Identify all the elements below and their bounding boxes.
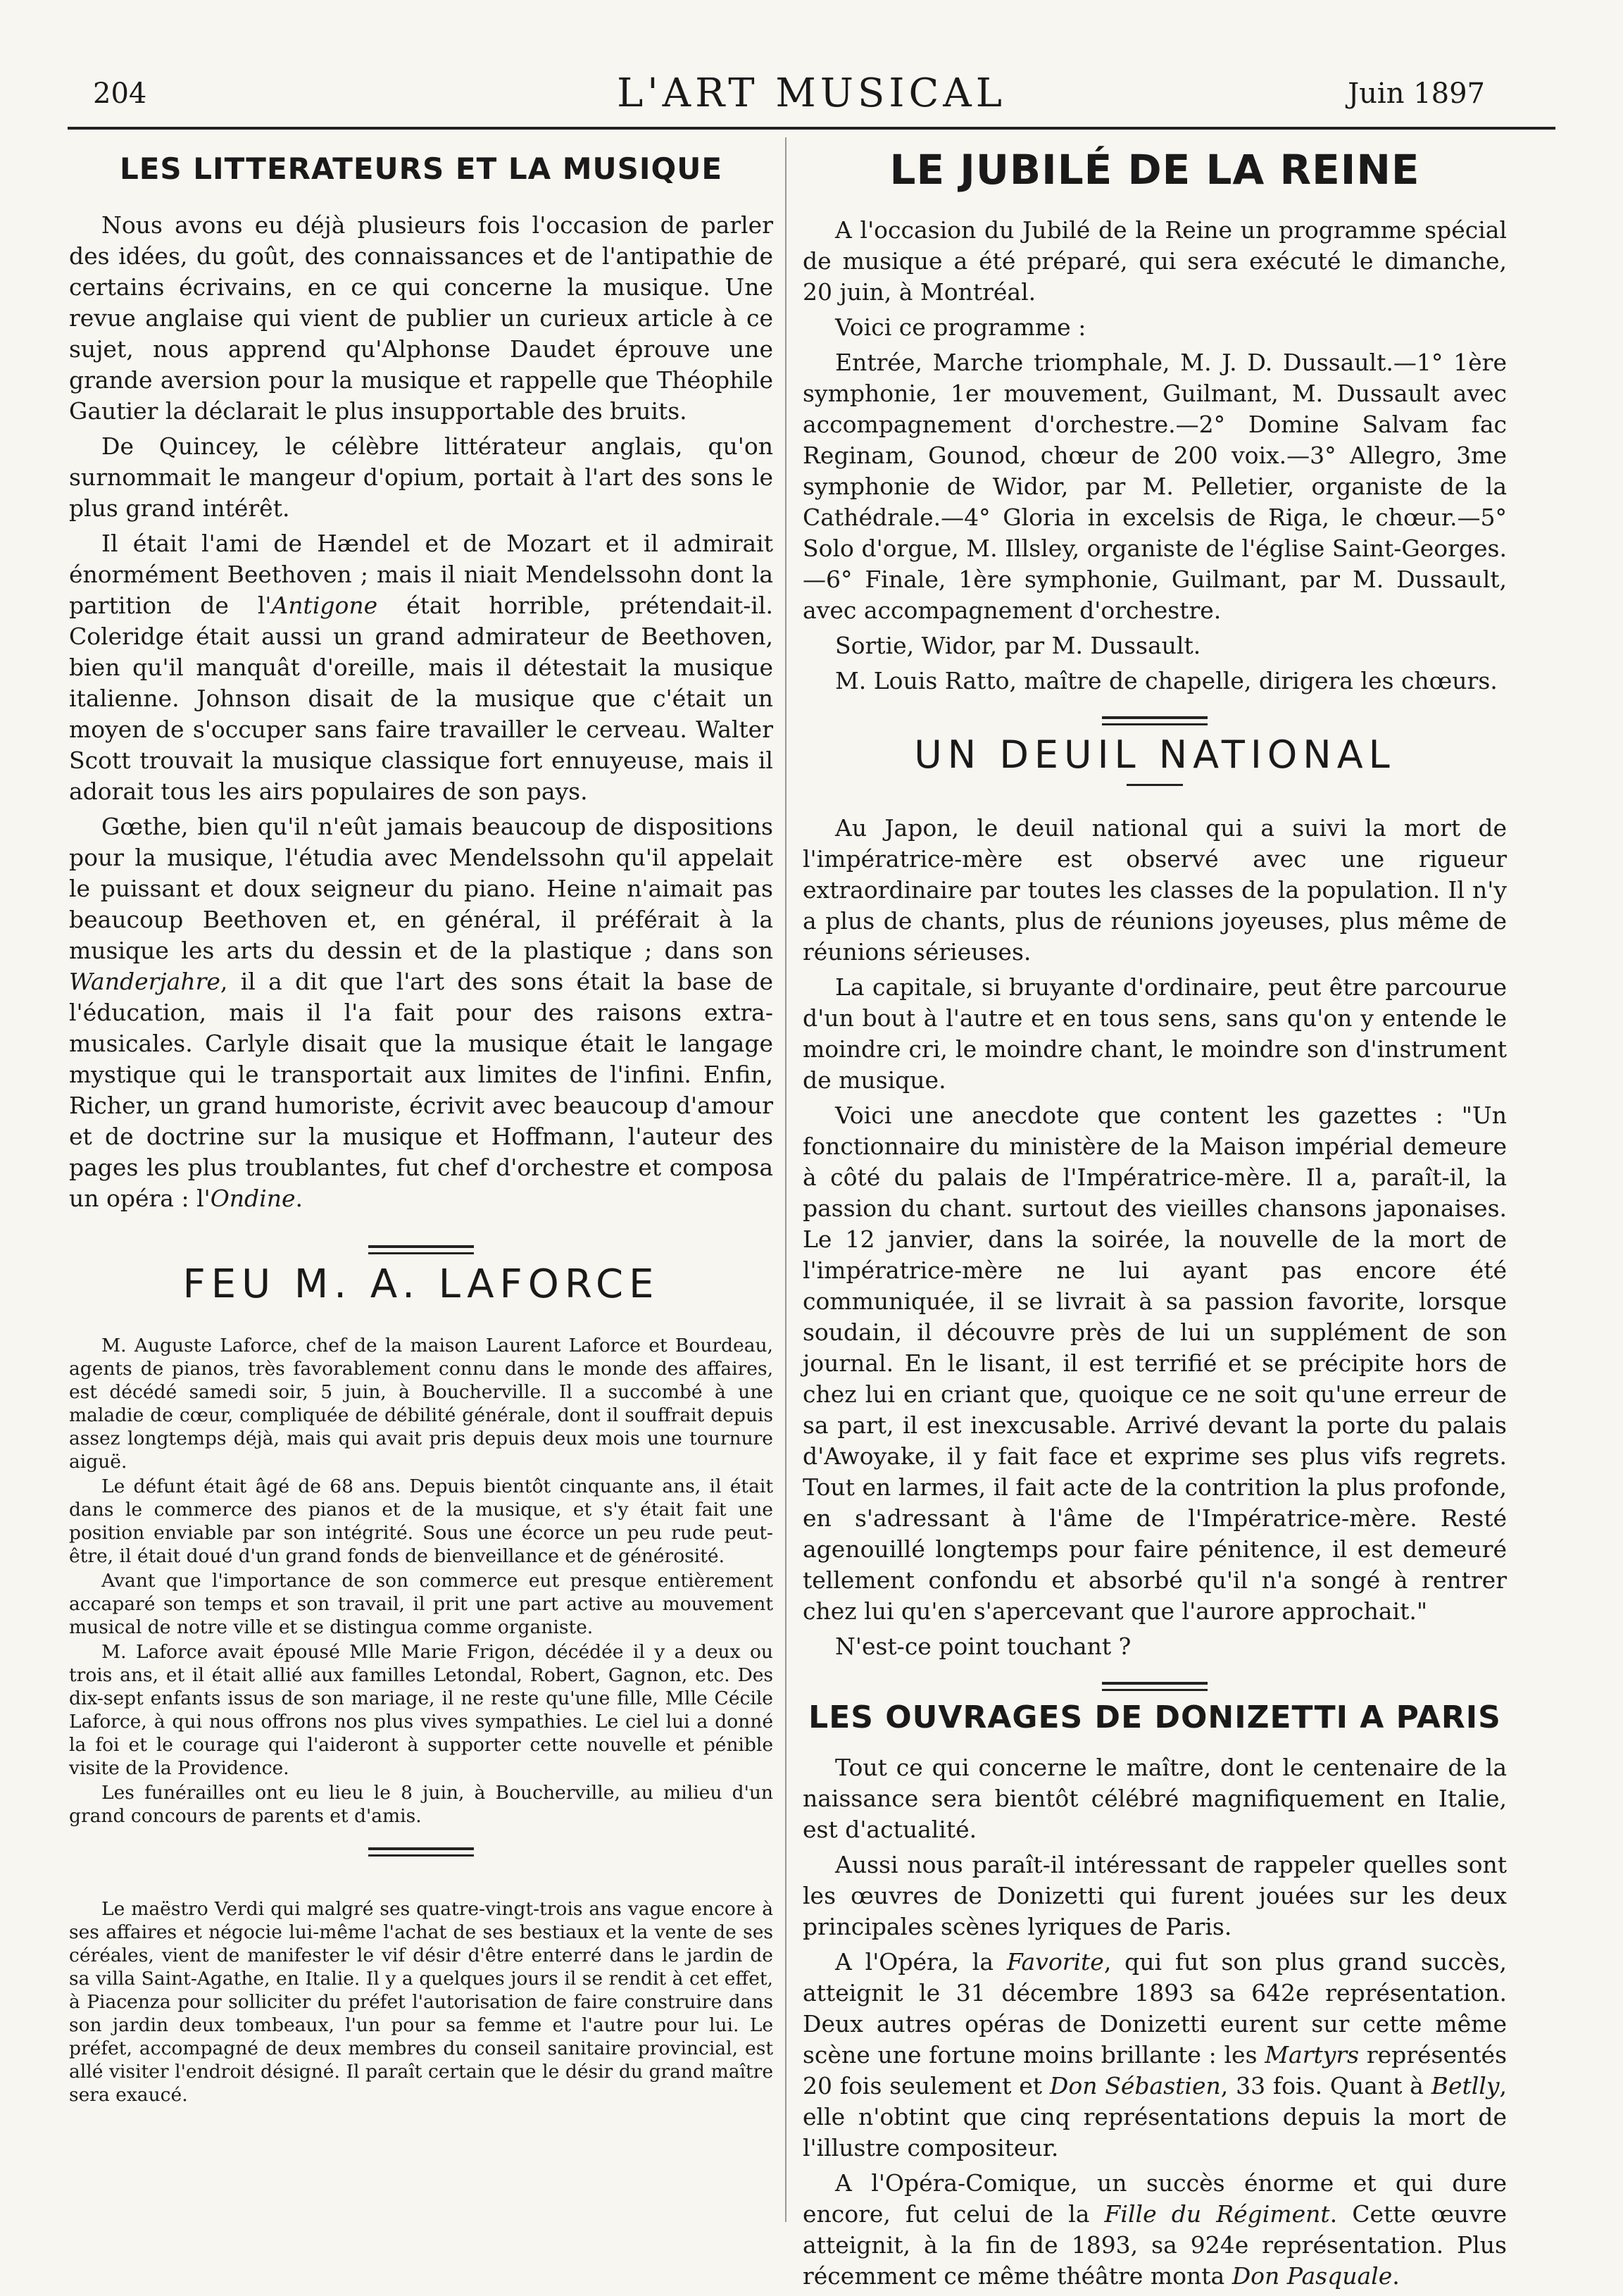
paragraph: Voici une anecdote que content les gazettes : "Un fonctionnaire du ministère de la Maison impérial demeure à côté du palais de l'Impératrice-mère. Il a, paraît-il, la passion du chant. surtout des vieilles chansons japonaises. Le 12 janvier, dans la soirée, la nouvelle de la mort de l'impératrice-mère ne lui ayant pas encore été communiquée, il se livrait à sa passion favorite, lorsque soudain, il découvre près de lui un supplément de son journal. En le lisant, il est terrifié et se précipite hors de chez lui en criant que, quoique ce ne soit qu'une erreur de sa part, il est inexcusable. Arrivé devant la porte du palais d'Awoyake, il y fait face et exprime ses plus vifs regrets. Tout en larmes, il fait acte de la contrition la plus profonde, en s'adressant à l'âme de l'Impératrice-mère. Resté agenouillé longtemps pour faire pénitence, il est demeuré tellement confondu et absorbé qu'il n'a songé à rentrer chez lui qu'en s'apercevant que l'aurore approchait.": [803, 1102, 1507, 1625]
paragraph: Au Japon, le deuil national qui a suivi la mort de l'impératrice-mère est observé avec une rigueur extraordinaire par toutes les classes de la population. Il n'y a plus de chants, plus de réunions joyeuses, plus même de réunions sérieuses.: [803, 814, 1507, 966]
article-title-litterateurs: LES LITTERATEURS ET LA MUSIQUE: [119, 151, 723, 186]
paragraph: M. Auguste Laforce, chef de la maison Laurent Laforce et Bourdeau, agents de pianos, très favorablement connu dans le monde des affaires, est décédé samedi soir, 5 juin, à Boucherville. Il a succombé à une maladie de cœur, compliquée de débilité générale, dont il souffrait depuis assez longtemps déjà, mais qui avait pris depuis deux mois une tournure aiguë.: [69, 1335, 773, 1473]
title-rule: [1127, 784, 1183, 786]
section-separator: [1102, 1682, 1208, 1691]
paragraph: Le maëstro Verdi qui malgré ses quatre-vingt-trois ans vague encore à ses affaires et négocie lui-même l'achat de ses bestiaux et la vente de ses céréales, vient de manifester le vif désir d'être enterré dans le jardin de sa villa Saint-Agathe, en Italie. Il y a quelques jours il se rendit à cet effet, à Piacenza pour solliciter du préfet l'autorisation de faire construire dans son jardin deux tombeaux, l'un pour sa femme et l'autre pour lui. Le préfet, accompagné de deux membres du conseil sanitaire provincial, est allé visiter l'endroit désigné. Il paraît certain que le désir du grand maître sera exaucé.: [69, 1898, 773, 2106]
paragraph: Sortie, Widor, par M. Dussault.: [835, 632, 1201, 659]
page-number: 204: [93, 77, 147, 110]
paragraph: A l'occasion du Jubilé de la Reine un programme spécial de musique a été préparé, qui sera exécuté le dimanche, 20 juin, à Montréal.: [803, 216, 1507, 306]
paragraph: Avant que l'importance de son commerce eut presque entièrement accaparé son temps et son travail, il prit une part active au mouvement musical de notre ville et se distingua comme organiste.: [69, 1570, 773, 1638]
paragraph: Nous avons eu déjà plusieurs fois l'occasion de parler des idées, du goût, des connaissances et de l'antipathie de certains écrivains, en ce qui concerne la musique. Une revue anglaise qui vient de publier un curieux article à ce sujet, nous apprend qu'Alphonse Daudet éprouve une grande aversion pour la musique et rappelle que Théophile Gautier la déclarait le plus insupportable des bruits.: [69, 211, 773, 425]
section-separator: [368, 1245, 474, 1254]
paragraph: N'est-ce point touchant ?: [835, 1633, 1132, 1660]
section-separator: [1102, 716, 1208, 725]
paragraph: Les funérailles ont eu lieu le 8 juin, à Boucherville, au milieu d'un grand concours de parents et d'amis.: [69, 1782, 773, 1827]
paragraph: M. Laforce avait épousé Mlle Marie Frigon, décédée il y a deux ou trois ans, et il était allié aux familles Letondal, Robert, Gagnon, etc. Des dix-sept enfants issus de son mariage, il ne reste qu'une fille, Mlle Cécile Laforce, à qui nous offrons nos plus vives sympathies. Le ciel lui a donné la foi et le courage qui l'aideront à supporter cette nouvelle et pénible visite de la Providence.: [69, 1641, 773, 1779]
article-title-jubile: LE JUBILÉ DE LA REINE: [889, 146, 1420, 194]
paragraph: De Quincey, le célèbre littérateur anglais, qu'on surnommait le mangeur d'opium, portait à l'art des sons le plus grand intérêt.: [69, 432, 773, 522]
paragraph: Le défunt était âgé de 68 ans. Depuis bientôt cinquante ans, il était dans le commerce des pianos et de la musique, et s'y était fait une position enviable par son intégrité. Sous une écorce un peu rude peut-être, il était doué d'un grand fonds de bienveillance et de générosité.: [69, 1475, 773, 1567]
paragraph: La capitale, si bruyante d'ordinaire, peut être parcourue d'un bout à l'autre et en tous sens, sans qu'on y entende le moindre cri, le moindre chant, le moindre son d'instrument de musique.: [803, 973, 1507, 1094]
paragraph: Entrée, Marche triomphale, M. J. D. Dussault.—1° 1ère symphonie, 1er mouvement, Guilmant, M. Dussault avec accompagnement d'orchestre.—2° Domine Salvam fac Reginam, Gounod, chœur de 200 voix.—3° Allegro, 3me symphonie de Widor, par M. Pelletier, organiste de la Cathédrale.—4° Gloria in excelsis de Riga, le chœur.—5° Solo d'orgue, M. Illsley, organiste de l'église Saint-Georges.—6° Finale, 1ère symphonie, Guilmant, par M. Dussault, avec accompagnement d'orchestre.: [803, 349, 1507, 624]
paragraph: Voici ce programme :: [835, 313, 1086, 341]
issue-date: Juin 1897: [1348, 77, 1485, 110]
header-rule: [68, 127, 1555, 130]
paragraph: Aussi nous paraît-il intéressant de rappeler quelles sont les œuvres de Donizetti qui furent jouées sur les deux principales scènes lyriques de Paris.: [803, 1851, 1507, 1940]
paragraph: Gœthe, bien qu'il n'eût jamais beaucoup de dispositions pour la musique, l'étudia avec Mendelssohn qu'il appelait le puissant et doux seigneur du piano. Heine n'aimait pas beaucoup Beethoven et, en général, il préférait à la musique les arts du dessin et de la plastique ; dans son Wanderjahre, il a dit que l'art des sons était la base de l'éducation, mais il l'a fait pour des raisons extra-musicales. Carlyle disait que la musique était le langage mystique qui le transportait aux limites de l'infini. Enfin, Richer, un grand humoriste, écrivit avec beaucoup d'amour et de doctrine sur la musique et Hoffmann, l'auteur des pages les plus troublantes, fut chef d'orchestre et composa un opéra : l'Ondine.: [69, 813, 773, 1212]
column-divider: [785, 137, 787, 2222]
paragraph: A l'Opéra-Comique, un succès énorme et qui dure encore, fut celui de la Fille du Régiment. Cette œuvre atteignit, à la fin de 1893, sa 924e représentation. Plus récemment ce même théâtre monta Don Pasquale.: [803, 2169, 1508, 2290]
article-title-laforce: FEU M. A. LAFORCE: [182, 1261, 660, 1307]
article-title-donizetti: LES OUVRAGES DE DONIZETTI A PARIS: [808, 1699, 1501, 1735]
paragraph: A l'Opéra, la Favorite, qui fut son plus grand succès, atteignit le 31 décembre 1893 sa 642e représentation. Deux autres opéras de Donizetti eurent sur cette même scène une fortune moins brillante : les Martyrs représentés 20 fois seulement et Don Sébastien, 33 fois. Quant à Betlly, elle n'obtint que cinq représentations depuis la mort de l'illustre compositeur.: [803, 1948, 1507, 2161]
paragraph: M. Louis Ratto, maître de chapelle, dirigera les chœurs.: [835, 667, 1498, 694]
article-title-deuil: UN DEUIL NATIONAL: [914, 732, 1396, 777]
journal-title: L'ART MUSICAL: [617, 70, 1006, 116]
right-column: [803, 137, 1507, 2296]
paragraph: Il était l'ami de Hændel et de Mozart et il admirait énormément Beethoven ; mais il niait Mendelssohn dont la partition de l'Antigone était horrible, prétendait-il. Coleridge était aussi un grand admirateur de Beethoven, bien qu'il manquât d'oreille, mais il détestait la musique italienne. Johnson disait de la musique que c'était un moyen de s'occuper sans faire travailler le cerveau. Walter Scott trouvait la musique classique fort ennuyeuse, mais il adorait tous les airs populaires de son pays.: [69, 530, 773, 805]
section-separator: [368, 1847, 474, 1857]
left-column: [69, 137, 773, 2108]
paragraph: Tout ce qui concerne le maître, dont le centenaire de la naissance sera bientôt célébré magnifiquement en Italie, est d'actualité.: [803, 1754, 1507, 1843]
